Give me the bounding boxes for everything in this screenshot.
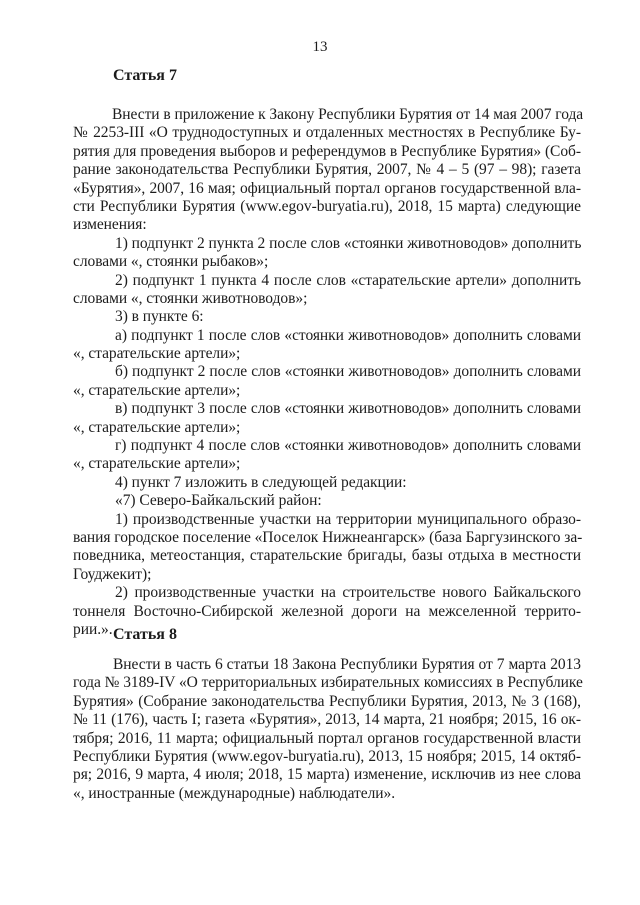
text-line: рии.».	[73, 620, 113, 638]
article-8-heading: Статья 8	[113, 626, 177, 643]
text-line: сти Республики Бурятия (www.egov-buryatia.ru), 2018, 15 марта) следующие	[73, 197, 581, 215]
article-7-body	[73, 106, 584, 639]
text-line: Внести в часть 6 статьи 18 Закона Республики Бурятия от 7 марта 2013	[113, 656, 581, 673]
text-line: года № 3189-IV «О территориальных избирательных комиссиях в Республике	[73, 674, 583, 692]
text-line: 4) пункт 7 изложить в следующей редакции:	[115, 473, 407, 491]
text-line: поведника, метеостанция, старательские бригады, базы отдыха в местности	[73, 547, 581, 565]
text-line: тоннеля Восточно-Сибирской железной дороги на межселенной террито-	[73, 602, 581, 620]
text-line: «, старательские артели»;	[73, 418, 241, 436]
text-line: б) подпункт 2 после слов «стоянки животноводов» дополнить словами	[115, 363, 581, 381]
text-line: рятия для проведения выборов и референдумов в Республике Бурятия» (Соб-	[73, 142, 581, 160]
text-line: ря; 2016, 9 марта, 4 июля; 2018, 15 марта) изменение, исключив из нее слова	[73, 766, 581, 784]
text-line: в) подпункт 3 после слов «стоянки животноводов» дополнить словами	[115, 400, 581, 418]
article-8-body	[73, 656, 581, 803]
article-7-heading: Статья 7	[113, 67, 177, 84]
text-line: «, иностранные (международные) наблюдатели».	[73, 784, 396, 802]
text-line: Бурятия» (Собрание законодательства Республики Бурятия, 2013, № 3 (168),	[73, 692, 581, 710]
page-number: 13	[312, 39, 328, 55]
text-line: г) подпункт 4 после слов «стоянки животноводов» дополнить словами	[115, 437, 581, 455]
text-line: Внести в приложение к Закону Республики Бурятия от 14 мая 2007 года	[112, 106, 584, 123]
text-line: Республики Бурятия (www.egov-buryatia.ru), 2013, 15 ноября; 2015, 14 октяб-	[73, 747, 581, 765]
text-line: 2) подпункт 1 пункта 4 после слов «старательские артели» дополнить	[115, 271, 581, 289]
text-line: тября; 2016, 11 марта; официальный портал органов государственной власти	[73, 729, 581, 747]
text-line: «Бурятия», 2007, 16 мая; официальный портал органов государственной вла-	[73, 179, 581, 197]
text-line: вания городское поселение «Поселок Нижнеангарск» (база Баргузинского за-	[73, 528, 583, 546]
text-line: «, старательские артели»;	[73, 381, 241, 399]
text-line: «7) Северо-Байкальский район:	[115, 492, 322, 510]
text-line: № 11 (176), часть I; газета «Бурятия», 2013, 14 марта, 21 ноября; 2015, 16 ок-	[73, 711, 581, 729]
text-line: рание законодательства Республики Бурятия, 2007, № 4 – 5 (97 – 98); газета	[73, 161, 581, 179]
text-line: а) подпункт 1 после слов «стоянки животноводов» дополнить словами	[115, 326, 581, 344]
text-line: 2) производственные участки на строительстве нового Байкальского	[115, 584, 581, 602]
text-line: изменения:	[73, 216, 147, 234]
text-line: словами «, стоянки животноводов»;	[73, 289, 308, 307]
text-line: 3) в пункте 6:	[115, 308, 204, 326]
text-line: № 2253-III «О труднодоступных и отдаленных местностях в Республике Бу-	[73, 124, 581, 142]
text-line: 1) подпункт 2 пункта 2 после слов «стоянки животноводов» дополнить	[115, 234, 582, 252]
text-line: «, старательские артели»;	[73, 345, 241, 363]
text-line: Гоуджекит);	[73, 565, 152, 583]
text-line: словами «, стоянки рыбаков»;	[73, 253, 269, 271]
text-line: «, старательские артели»;	[73, 455, 241, 473]
text-line: 1) производственные участки на территории муниципального образо-	[115, 510, 581, 528]
